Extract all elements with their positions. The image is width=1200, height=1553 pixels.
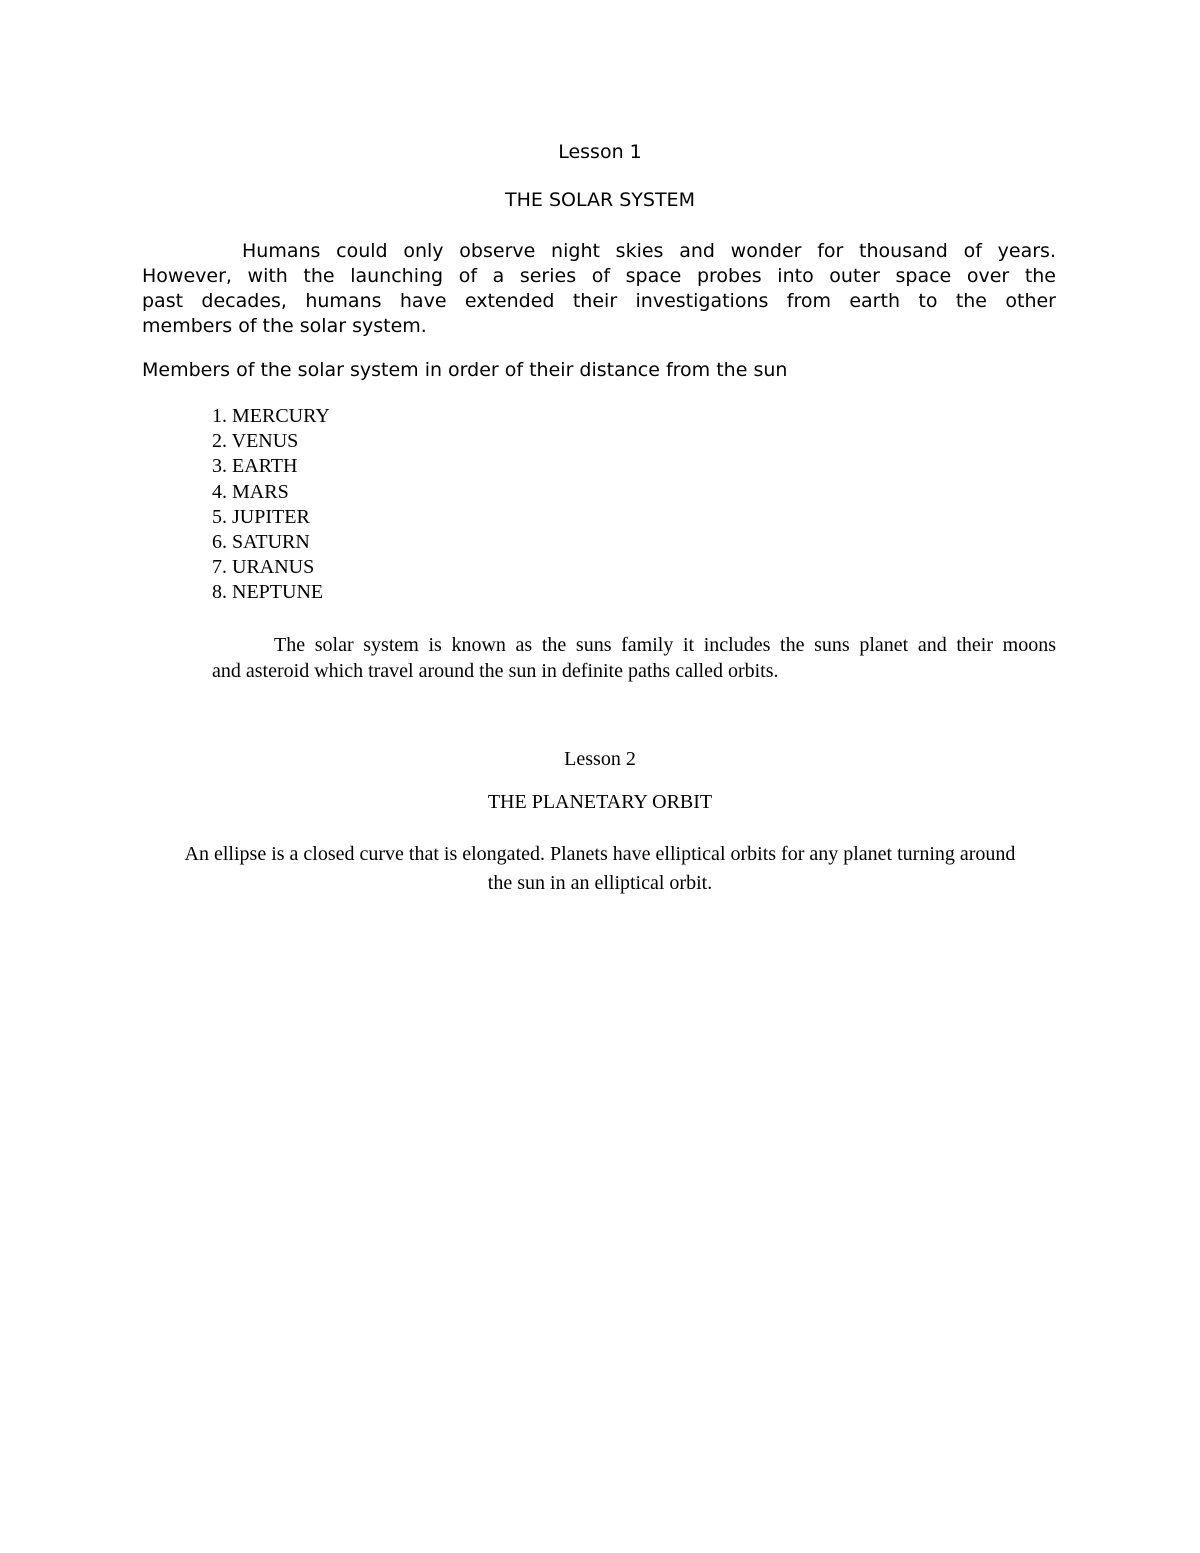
list-item: 2. VENUS — [212, 430, 299, 453]
paragraph-line: the sun in an elliptical orbit. — [487, 872, 713, 894]
list-item: 6. SATURN — [212, 530, 310, 553]
lesson-1-title: THE SOLAR SYSTEM — [505, 189, 695, 211]
lesson-1-label: Lesson 1 — [558, 141, 642, 163]
ellipse-paragraph — [140, 840, 1060, 898]
list-item: 4. MARS — [212, 480, 289, 503]
list-item: 7. URANUS — [212, 556, 315, 579]
paragraph-line: The solar system is known as the suns family it includes the suns planet and their moons — [274, 634, 1056, 656]
lesson-2-label: Lesson 2 — [564, 748, 636, 770]
paragraph-line: and asteroid which travel around the sun in definite paths called orbits. — [212, 660, 779, 682]
paragraph-line: An ellipse is a closed curve that is elongated. Planets have elliptical orbits for any planet turning around — [184, 843, 1016, 865]
intro-line: Humans could only observe night skies and wonder for thousand of years. — [242, 240, 1056, 262]
list-item: 1. MERCURY — [212, 405, 330, 427]
intro-paragraph — [142, 239, 1056, 339]
list-item: 3. EARTH — [212, 455, 298, 478]
intro-line: past decades, humans have extended their investigations from earth to the other — [142, 290, 1056, 312]
list-item: 8. NEPTUNE — [212, 581, 324, 604]
lesson-2-title: THE PLANETARY ORBIT — [487, 791, 713, 813]
intro-line: members of the solar system. — [142, 315, 427, 337]
intro-line: However, with the launching of a series of space probes into outer space over the — [142, 265, 1056, 287]
members-heading: Members of the solar system in order of their distance from the sun — [142, 359, 788, 381]
solar-family-paragraph — [212, 632, 1056, 684]
list-item: 5. JUPITER — [212, 505, 310, 528]
planet-list — [212, 404, 330, 606]
